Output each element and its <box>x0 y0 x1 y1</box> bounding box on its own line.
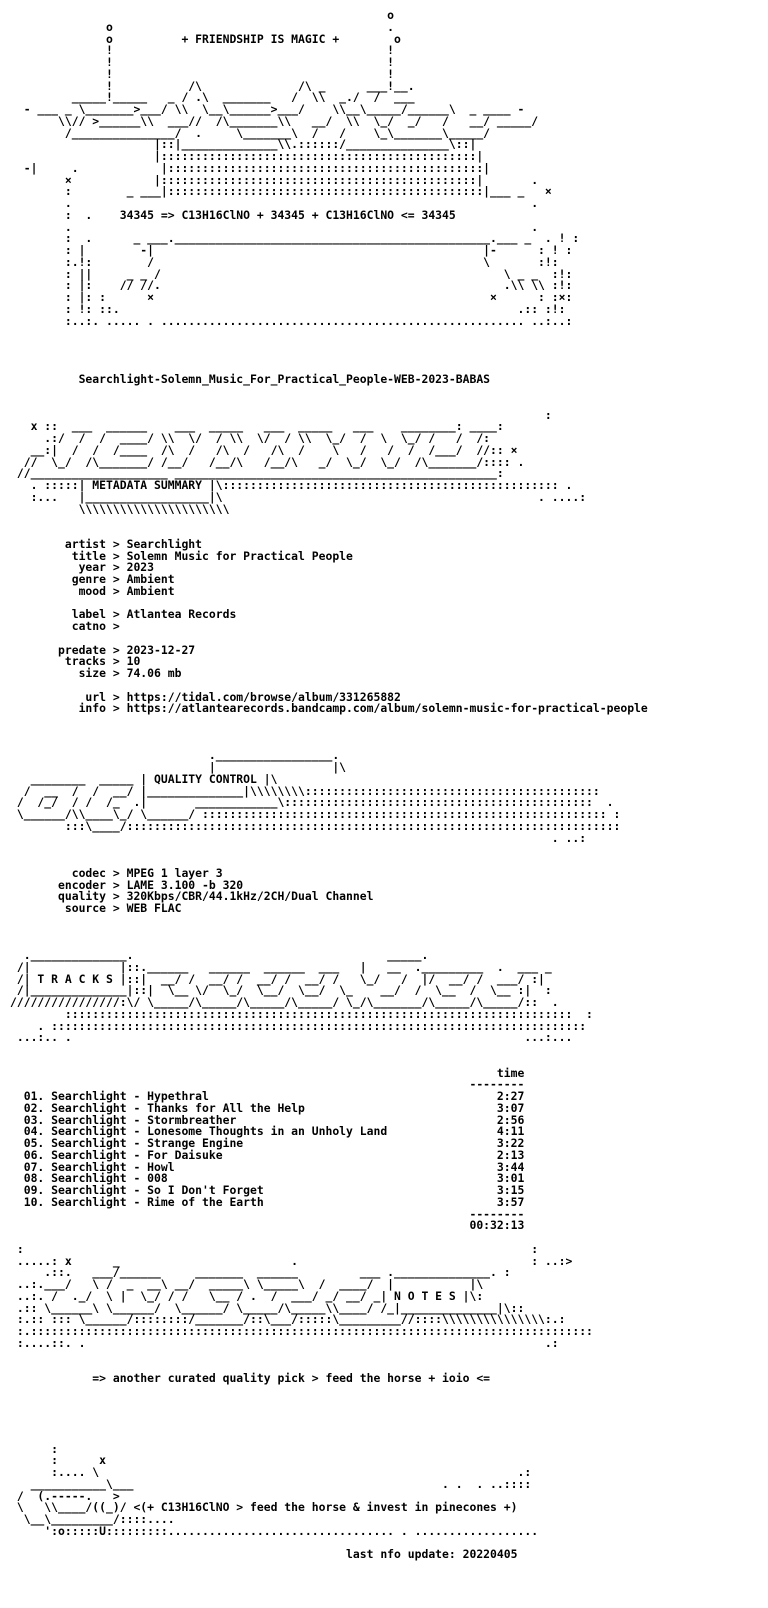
release-name: Searchlight-Solemn_Music_For_Practical_People-WEB-2023-BABAS <box>78 372 491 387</box>
quality-control-banner: ._________________. | |\ ________ _____ | QUALITY CONTROL |\ / __ / / __/ |______________|\\\\\\\\::::::::::::::::::::::::::::::::::::::::::: / /_/ / / /_ .| ____________\::::::::::::::::::::::::::::::::::::::::::::: . \______/\\____\_/ \______/ ::::::::::::::::::::::::::::::::::::::::::::::::::::::::::: : :::\____/:::::::::::::::::::::::::::::::::::::::::::::::::::::::::::::::::::::::: . ..: <box>16 748 621 845</box>
tracks-banner: .______________. _____. /| |::.______ ______ ______ ___ | __ ._________ . ___ _ /| T R A C K S |::| __/ / __/ / __/ / __/ / \_/ / |/ __/ / ___/ :| /|______________|::| \__ \/ \_/ \__/ \__/ \_ __/ / \__ / \__ :| : ////////////////:\/ \_____/\_____/\_____/\_____/ \_/\_______/\_____/\_____/:: . :::::::::::::::::::::::::::::::::::::::::::::::::::::::::::::::::::::::::: : . :::::::::::::::::::::::::::::::::::::::::::::::::::::::::::::::::::::::::::::: ...:.. . ...:... <box>10 948 593 1045</box>
notes-text: => another curated quality pick > feed the horse + ioio <= <box>92 1371 491 1385</box>
notes-banner: : : .....: x _ . : ..:> .::. ___/______ _______ ______ ___ .______________. : ..:.___/ \ / _ __\ __/ _____\ \_____\ / ____/ | |\ ..:. / ._/ \ | \_/ / / \__ / . / ___/ _/ __/ _| N O T E S |\: .:: \______\ \______/ \______/ \_____/\_____\\____/ /_|______________|\:: :.:: ::: \______/::::::::/_______/::\___/:::::\_________//::::\\\\\\\\\\\\\\\:.: :.:::::::::::::::::::::::::::::::::::::::::::::::::::::::::::::::::::::::::::::::::: :....::. . .: <box>16 1241 593 1350</box>
nfo-document <box>10 10 760 1561</box>
metadata-summary-banner: : x :: ___ ______ ___ _____ ___ _____ ___ ________: ____: .:/ / / ____/ \\ \/ / \\ \/ / \\ \_/ / \ \_/ / / /: __:| / / /____ /\ / /\ / /\ / \ / / / /___/ //:: × // \_/ /\_______/ /__/ /__/\ /__/\ _/ \_/ \_/ /\_______/:::: . //____________________ _______________________________________________: . :::::| METADATA SUMMARY |\::::::::::::::::::::::::::::::::::::::::::::::::: . :... |__________________|\ . ....: \\\\\\\\\\\\\\\\\\\\\\ <box>16 407 587 516</box>
footer-ascii-art: : : x :.... \ .: ___________\___ . . . ..:::: / (.-----. > \ \\____/((_)/ <(+ C13H16ClNO > feed the horse & invest in pinecones +) \__\_________/::::.... ':o:::::U:::::::::................................. . .................. <box>16 1441 539 1538</box>
metadata-list: artist > Searchlight title > Solemn Music for Practical People year > 2023 genre > Ambient mood > Ambient label > Atlantea Records catno > predate > 2023-12-27 tracks > 10 size > 74.06 mb url > https://tidal.com/browse/album/331265882 info > https://atlantearecords.bandcamp.com/album/solemn-music-for-practical-people <box>58 536 648 716</box>
last-update: last nfo update: 20220405 <box>10 1547 518 1562</box>
tracklist: time -------- 01. Searchlight - Hypethral 2:27 02. Searchlight - Thanks for All the Help 3:07 03. Searchlight - Stormbreather 2:56 04. Searchlight - Lonesome Thoughts in an Unholy Land 4:11 05. Searchlight - Strange Engine 3:22 06. Searchlight - For Daisuke 2:13 07. Searchlight - Howl 3:44 08. Searchlight - 008 3:01 09. Searchlight - So I Don't Forget 3:15 10. Searchlight - Rime of the Earth 3:57 -------- 00:32:13 <box>23 1065 525 1233</box>
header-ascii-art: o o . o + FRIENDSHIP IS MAGIC + o ! ! ! ! ! ! ! /\ /\ _ ___!__. _____!_____ _ / .\ _______ / \\ _./ / ___ - ___ _ \_______>___/ \\ \__\______>___/ \\__\_____/______\ _ ____ - \\// >______\\ ___// /\_______\\ __/ \\ \_/ _/ / __/ _____/ /_______________/ . \_______\ / / \_\_______\_____/ |::|______________\\.::::::/_______________\::| |::::::::::::::::::::::::::::::::::::::::::::::| -| . |::::::::::::::::::::::::::::::::::::::::::::::| × |::::::::::::::::::::::::::::::::::::::::::::::| . : _ ___|::::::::::::::::::::::::::::::::::::::::::::::|___ _ × . . : . 34345 => C13H16ClNO + 34345 + C13H16ClNO <= 34345 . . : . _ ___.______________________________________________.___ _ . ! : : | -| |- : ! : :.!: / \ :!: : || _ _ / \ _ _ :!: : |: // //. .\\ \\ :!: : |: : × × : :×: : !: ::. .:: :!: :..:. ..... . ..................................................... ..:..: <box>23 8 580 328</box>
quality-list: codec > MPEG 1 layer 3 encoder > LAME 3.100 -b 320 quality > 320Kbps/CBR/44.1kHz/2CH/Dual Channel source > WEB FLAC <box>58 865 374 915</box>
